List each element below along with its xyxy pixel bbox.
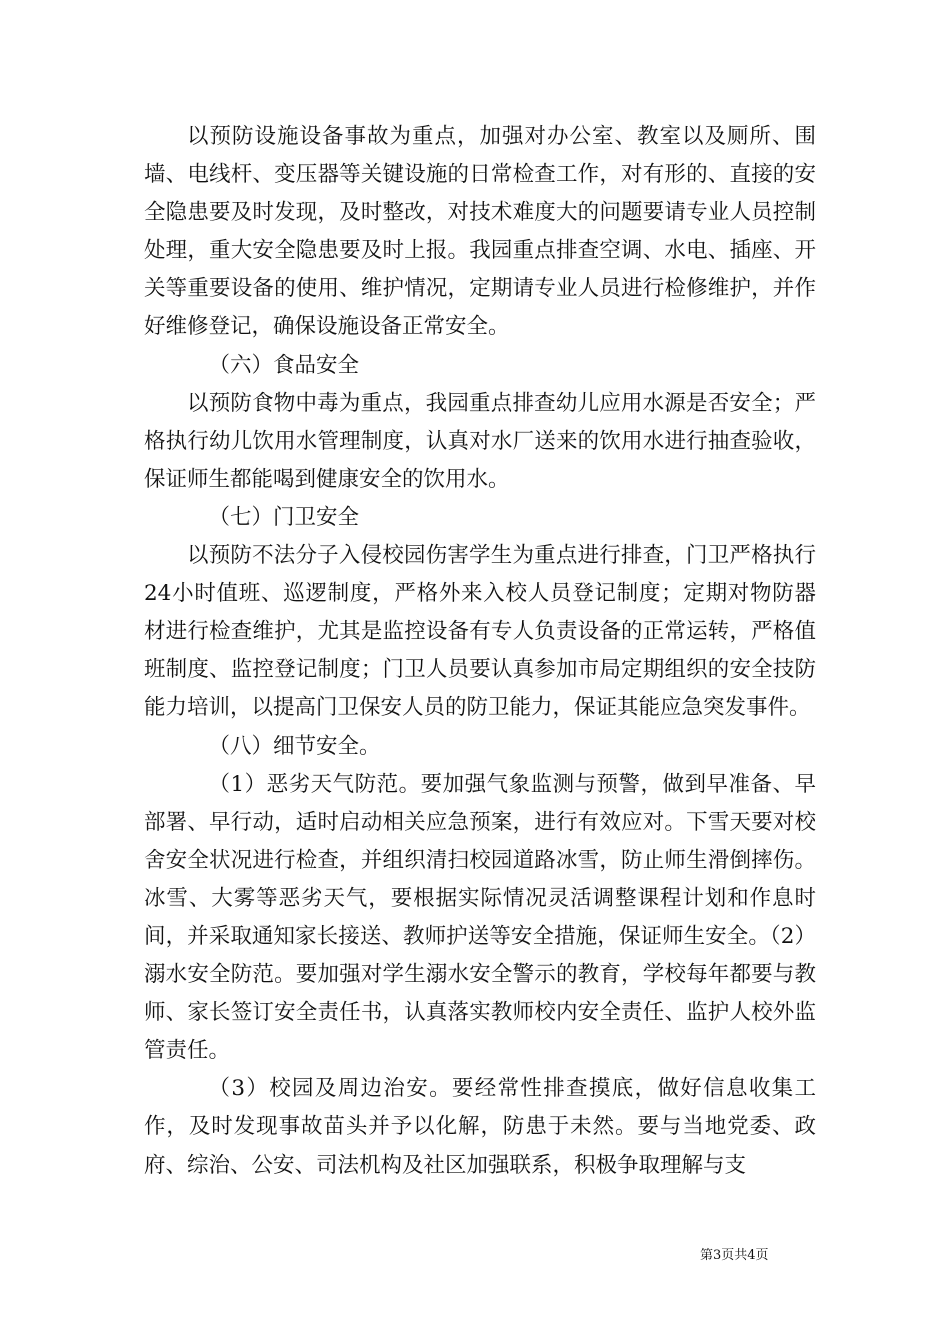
paragraph-weather-and-drowning: （1）恶劣天气防范。要加强气象监测与预警，做到早准备、早部署、早行动，适时启动相关应急预案，进行有效应对。下雪天要对校舍安全状况进行检查，并组织清扫校园道路冰雪，防止师生滑倒摔伤。冰雪、大雾等恶劣天气，要根据实际情况灵活调整课程计划和作息时间，并采取通知家长接送、教师护送等安全措施，保证师生安全。（2）溺水安全防范。要加强对学生溺水安全警示的教育，学校每年都要与教师、家长签订安全责任书，认真落实教师校内安全责任、监护人校外监管责任。 — [144, 771, 816, 1064]
section-heading-gate-safety: （七）门卫安全 — [208, 504, 360, 530]
document-body — [144, 118, 816, 1185]
page-number: 第3页共4页 — [700, 1248, 769, 1263]
paragraph-gate-safety: 以预防不法分子入侵校园伤害学生为重点进行排查，门卫严格执行24小时值班、巡逻制度，严格外来入校人员登记制度；定期对物防器材进行检查维护，尤其是监控设备有专人负责设备的正常运转，严格值班制度、监控登记制度；门卫人员要认真参加市局定期组织的安全技防能力培训，以提高门卫保安人员的防卫能力，保证其能应急突发事件。 — [144, 543, 816, 721]
section-heading-detail-safety: （八）细节安全。 — [208, 733, 381, 759]
paragraph-campus-security: （3）校园及周边治安。要经常性排查摸底，做好信息收集工作，及时发现事故苗头并予以化解，防患于未然。要与当地党委、政府、综治、公安、司法机构及社区加强联系，积极争取理解与支 — [144, 1076, 816, 1178]
section-heading-food-safety: （六）食品安全 — [208, 352, 360, 378]
paragraph-facility-safety: 以预防设施设备事故为重点，加强对办公室、教室以及厕所、围墙、电线杆、变压器等关键设施的日常检查工作，对有形的、直接的安全隐患要及时发现，及时整改，对技术难度大的问题要请专业人员控制处理，重大安全隐患要及时上报。我园重点排查空调、水电、插座、开关等重要设备的使用、维护情况，定期请专业人员进行检修维护，并作好维修登记，确保设施设备正常安全。 — [144, 124, 816, 340]
paragraph-food-safety: 以预防食物中毒为重点，我园重点排查幼儿应用水源是否安全；严格执行幼儿饮用水管理制度，认真对水厂送来的饮用水进行抽查验收，保证师生都能喝到健康安全的饮用水。 — [144, 390, 816, 492]
